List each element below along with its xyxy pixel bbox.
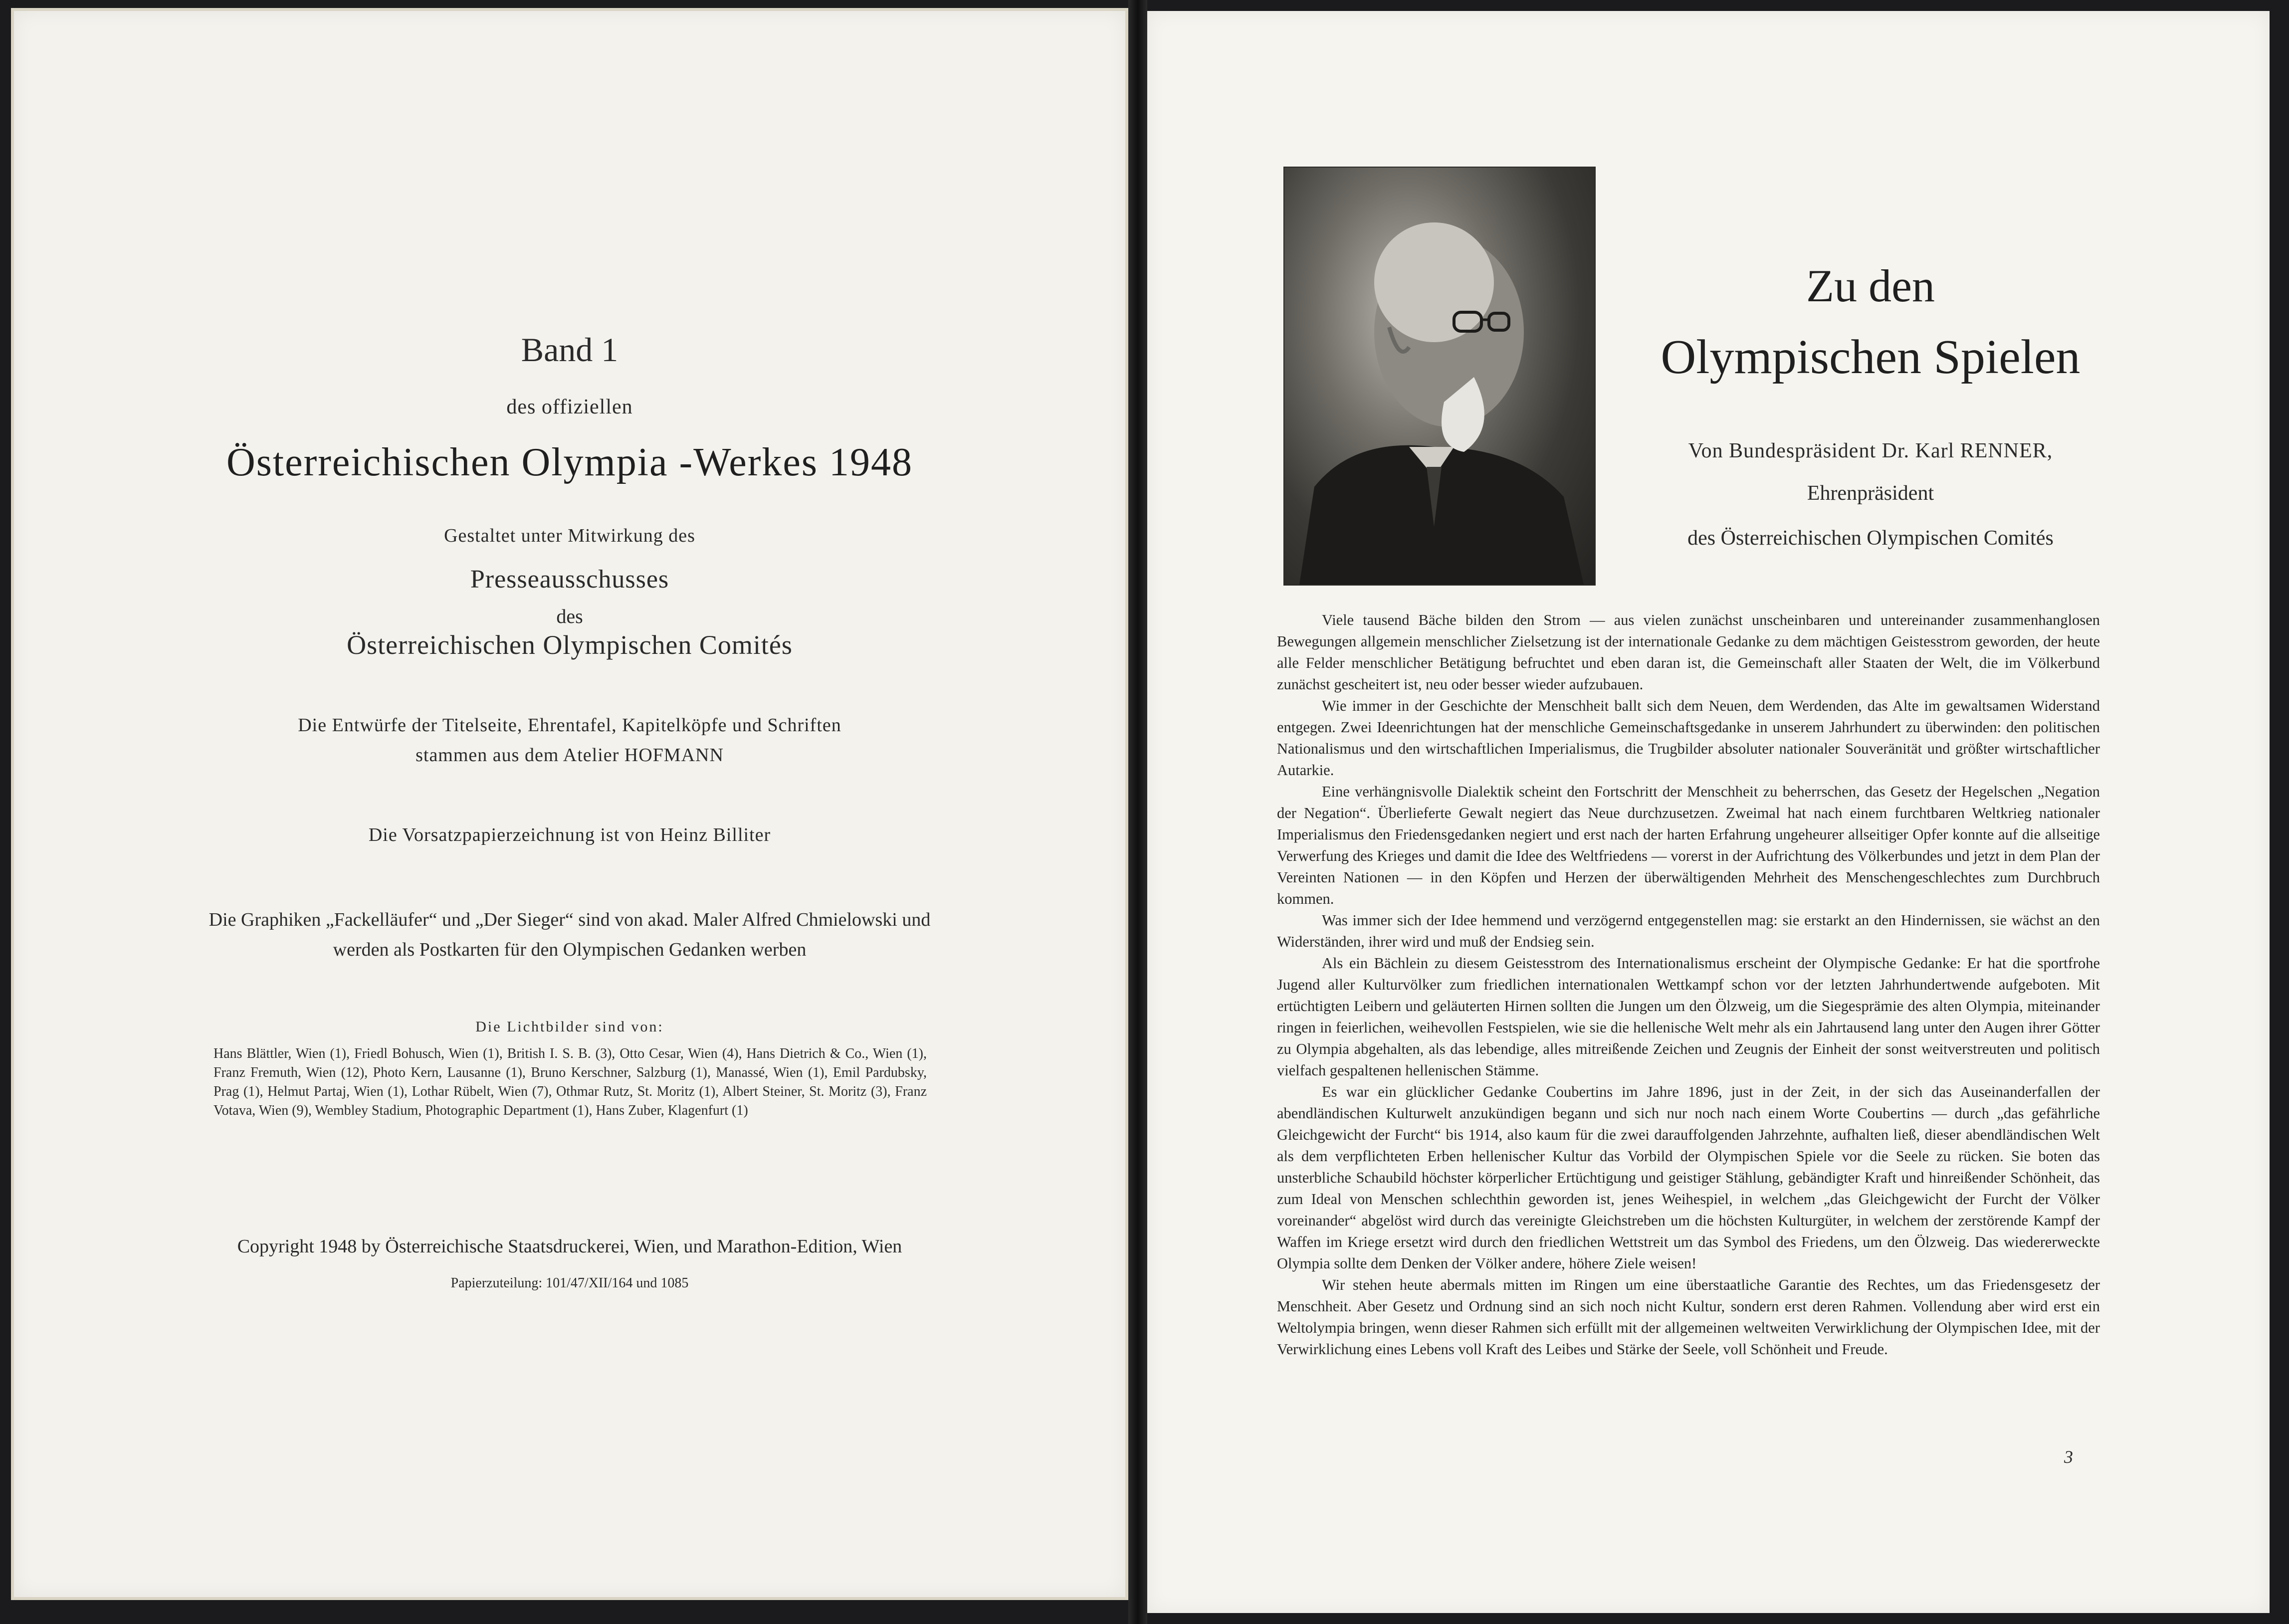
- des-text: des: [556, 605, 583, 627]
- left-page: [11, 8, 1128, 1600]
- werk-title: Österreichischen Olympia -Werkes 1948: [226, 440, 913, 484]
- paragraph: Es war ein glücklicher Gedanke Coubertins im Jahre 1896, just in der Zeit, in der sich das Auseinanderfallen der abendländischen Kulturwelt anzukündigen begann und sich nur noch nach einem Worte Coubertins — durch „das gefährliche Gleichgewicht der Furcht“ bis 1914, also kaum für die zwei darauffolgenden Jahrzehnte, aufhalten ließ, dieser abendländischen Welt als dem verpflichteten Erben hellenischer Kultur das Vorbild der Olympischen Spiele vor die Seele zu rücken. Sie boten das unsterbliche Schaubild höchster körperlicher Ertüchtigung und geistiger Stählung, gebändigter Kraft und hinreißender Schönheit, das zum Ideal von Menschen schlechthin geworden ist, jenes Weihespiel, in welchem „das Gleichgewicht der Furcht der Völker voreinander“ abgelöst wird durch das vereinigte Gleichstreben um die höchsten Kulturgüter, in welchem der zerstörende Kampf der Waffen im Kriege ersetzt wird durch den friedlichen Wettstreit um das Symbol des Friedens, um den Ölzweig. Das wiedererweckte Olympia sollte dem Denken der Völker andere, höhere Ziele weisen!: [1277, 1083, 2100, 1272]
- author-organization-line: des Österreichischen Olympischen Comités: [1687, 527, 2054, 550]
- papierzuteilung-text: Papierzuteilung: 101/47/XII/164 und 1085: [450, 1275, 689, 1291]
- entwuerfe-line-2: stammen aus dem Atelier HOFMANN: [416, 745, 724, 766]
- paragraph: Wir stehen heute abermals mitten im Ringen um eine überstaatliche Garantie des Rechtes, um das Friedensgesetz der Menschheit. Aber Gesetz und Ordnung sind an sich noch nicht Kultur, sondern erst deren Rahmen. Vollendung aber wird erst ein Weltolympia bringen, wenn dieser Rahmen sich erfüllt mit der allgemeinen weltweiten Verwirklichung der Olympischen Idee, mit der Verwirklichung eines Lebens voll Kraft des Leibes und Stärke der Seele, voll Schönheit und Freude.: [1277, 1276, 2100, 1358]
- copyright-text: Copyright 1948 by Österreichische Staatsdruckerei, Wien, und Marathon-Edition, Wien: [237, 1236, 902, 1257]
- article-body: [1277, 609, 2100, 1360]
- author-line: Von Bundespräsident Dr. Karl RENNER,: [1688, 439, 2053, 462]
- lichtbilder-heading: Die Lichtbilder sind von:: [475, 1018, 664, 1035]
- paragraph: Viele tausend Bäche bilden den Strom — aus vielen zunächst unscheinbaren und untereinander zusammenhanglosen Bewegungen allgemein menschlicher Zielsetzung ist der internationale Gedanke zu dem mächtigen Geistesstrom geworden, der heute alle Felder menschlicher Betätigung befruchtet und eben daran ist, die Gemeinschaft aller Staaten der Welt, die im Völkerbund zunächst gescheitert ist, neu oder besser wieder aufzubauen.: [1277, 611, 2100, 693]
- graphiken-line-1: Die Graphiken „Fackelläufer“ und „Der Sieger“ sind von akad. Maler Alfred Chmielowski und: [208, 909, 931, 930]
- graphiken-line-2: werden als Postkarten für den Olympischen Gedanken werben: [333, 939, 807, 960]
- paragraph: Als ein Bächlein zu diesem Geistesstrom des Internationalismus erscheint der Olympische Gedanke: Er hat die sportfrohe Jugend aller Kulturvölker zum friedlichen internationalen Wettkampf schon vor der letzten Jahrhundertwende aufgeboten. Mit ertüchtigten Leibern und geläuterten Hirnen sollten die Jungen um den Ölzweig, um die Siegesprämie des alten Olympia, miteinander ringen in feierlichen, weihevollen Festspielen, wie sie die hellenische Welt mehr als ein Jahrtausend lang unter den Augen ihrer Götter zu Olympia abgehalten, als das lebendige, alles mitreißende Zeichen und Zeugnis der Einheit der sonst weitverstreuten und politisch vielfach gespaltenen hellenischen Stämme.: [1277, 955, 2100, 1079]
- article-title-line-2: Olympischen Spielen: [1661, 330, 2081, 384]
- vorsatz-text: Die Vorsatzpapierzeichnung ist von Heinz Billiter: [368, 824, 771, 845]
- des-offiziellen-text: des offiziellen: [506, 396, 633, 418]
- paragraph: Was immer sich der Idee hemmend und verzögernd entgegenstellen mag: sie erstarkt an den Hindernissen, sie wächst an den Widerständen, ihrer wird und muß der Endsieg sein.: [1277, 912, 2100, 950]
- author-title-line: Ehrenpräsident: [1807, 482, 1934, 505]
- presse-text: Presseausschusses: [470, 565, 669, 594]
- paragraph: Wie immer in der Geschichte der Menschheit ballt sich dem Neuen, dem Werdenden, das Alte im gewaltsamen Widerstand entgegen. Zwei Ideenrichtungen hat der menschliche Gemeinschaftsgedanke in unserem Jahrhundert zu überwinden: den politischen Nationalismus und den wirtschaftlichen Imperialismus, die Trugbilder absoluter nationaler Souveränität und größter wirtschaftlicher Autarkie.: [1277, 697, 2100, 779]
- portrait-photo: [1283, 167, 1596, 586]
- paragraph: Eine verhängnisvolle Dialektik scheint den Fortschritt der Menschheit zu beherrschen, das Gesetz der Hegelschen „Negation der Negation“. Überlieferte Gewalt negiert das Neue durchzusetzen. Zweimal hat nach einem furchtbaren Weltkrieg nationaler Imperialismus den Friedensgedanken negiert und erst nach der harten Erfahrung ungeheurer allseitiger Opfer konnte auf die allseitige Verwerfung des Krieges und damit die Idee des Weltfriedens — vorerst in der Aufrichtung des Völkerbundes und jetzt in dem Plan der Vereinten Nationen — in den Köpfen und Herzen der überwältigenden Mehrheit des Menschengeschlechtes zum Durchbruch kommen.: [1277, 783, 2100, 907]
- page-number: 3: [2064, 1447, 2073, 1467]
- book-spine: [1128, 0, 1147, 1624]
- komitee-text: Österreichischen Olympischen Comités: [347, 630, 793, 660]
- lichtbilder-credits: Hans Blättler, Wien (1), Friedl Bohusch, Wien (1), British I. S. B. (3), Otto Cesar, Wien (4), Hans Dietrich & Co., Wien (1), Franz Fremuth, Wien (12), Photo Kern, Lausanne (1), Bruno Kerschner, Salzburg (1), Manassé, Wien (1), Emil Pardubsky, Prag (1), Helmut Partaj, Wien (1), Lothar Rübelt, Wien (7), Othmar Rutz, St. Moritz (1), Albert Steiner, St. Moritz (3), Franz Votava, Wien (9), Wembley Stadium, Photographic Department (1), Hans Zuber, Klagenfurt (1): [213, 1046, 927, 1118]
- article-title-line-1: Zu den: [1806, 260, 1935, 311]
- band-title: Band 1: [521, 331, 619, 369]
- entwuerfe-line-1: Die Entwürfe der Titelseite, Ehrentafel, Kapitelköpfe und Schriften: [298, 715, 841, 736]
- gestaltet-text: Gestaltet unter Mitwirkung des: [444, 525, 695, 546]
